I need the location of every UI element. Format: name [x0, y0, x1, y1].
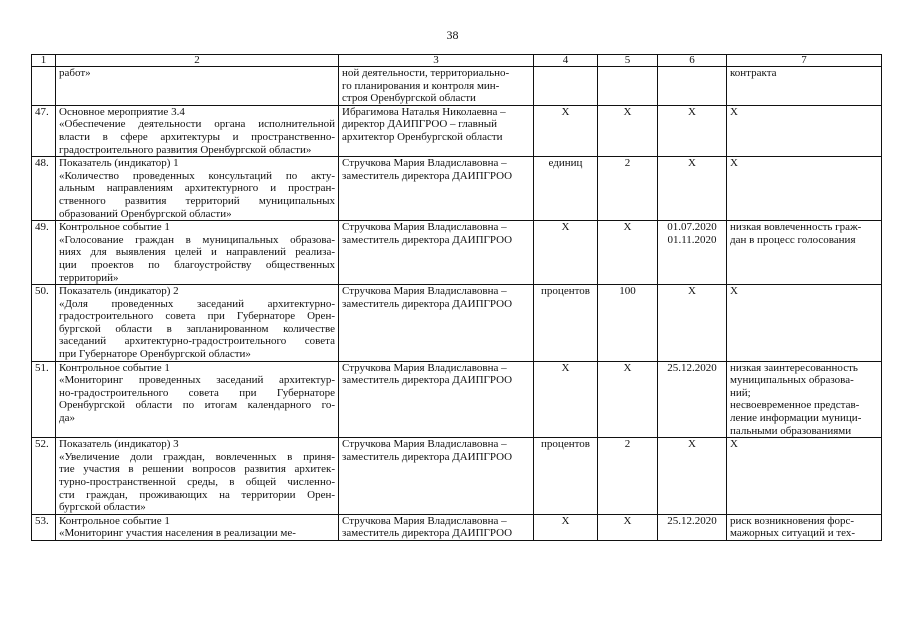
value-cell: Х — [598, 105, 658, 156]
risk-cell-line: Х — [730, 285, 738, 298]
risk-cell-line: ний; — [730, 386, 751, 399]
table-row — [32, 67, 882, 106]
header-cell-7: 7 — [727, 55, 882, 67]
activity-name-line: ниях для выявления целей и направлений реализа- — [59, 246, 335, 259]
responsible-person-line: заместитель директора ДАИПГРОО — [342, 527, 513, 540]
activity-name-line: Оренбургской области по итогам календарного го- — [59, 399, 335, 412]
date-value: 01.11.2020 — [667, 233, 717, 246]
header-cell-6: 6 — [658, 55, 727, 67]
activity-name-line: альным направлениям архитектурного и простран- — [59, 182, 335, 195]
activity-name-line: заседаний архитектурно-градостроительного совета — [59, 335, 335, 348]
date-cell — [658, 157, 727, 221]
activity-name-line: сти граждан, проживающих на территории Орен- — [59, 488, 335, 501]
responsible-person-line: Стручкова Мария Владиславовна – — [342, 438, 507, 451]
risk-cell-line: пальными образованиями — [730, 424, 852, 437]
page-number: 38 — [446, 28, 459, 42]
activity-name-line: градостроительного развития Оренбургской области» — [59, 143, 312, 156]
date-value: Х — [688, 157, 696, 170]
activity-name-line: ции проектов по благоустройству общественных — [59, 258, 335, 271]
unit-cell: процентов — [534, 438, 598, 515]
responsible-person-line: Стручкова Мария Владиславовна – — [342, 514, 507, 527]
table-row — [32, 285, 882, 362]
activity-name — [56, 157, 339, 221]
unit-cell: Х — [534, 221, 598, 285]
row-number: 49. — [32, 221, 56, 285]
header-cell-5: 5 — [598, 55, 658, 67]
date-cell — [658, 67, 727, 106]
responsible-person — [339, 438, 534, 515]
risk-cell-line: низкая вовлеченность граж- — [730, 221, 862, 234]
row-number — [32, 67, 56, 106]
responsible-person-line: Стручкова Мария Владиславовна – — [342, 361, 507, 374]
risk-cell — [727, 285, 882, 362]
responsible-person-line: заместитель директора ДАИПГРОО — [342, 169, 513, 182]
activity-name-line: «Мониторинг участия населения в реализации ме- — [59, 527, 296, 540]
activity-name — [56, 438, 339, 515]
activity-name-line: образований Оренбургской области» — [59, 207, 232, 220]
activity-name-line: «Обеспечение деятельности органа исполнительной — [59, 118, 335, 131]
row-number: 53. — [32, 514, 56, 540]
risk-cell — [727, 361, 882, 438]
responsible-person — [339, 285, 534, 362]
activity-name-line: тие участия в решении вопросов развития архитек- — [59, 463, 335, 476]
responsible-person-line: Стручкова Мария Владиславовна – — [342, 285, 507, 298]
value-cell: 100 — [598, 285, 658, 362]
date-cell — [658, 514, 727, 540]
unit-cell — [534, 67, 598, 106]
responsible-person — [339, 361, 534, 438]
date-cell — [658, 221, 727, 285]
risk-cell — [727, 438, 882, 515]
activity-name-line: турно-пространственной среды, в общей численно- — [59, 476, 335, 488]
risk-cell-line: Х — [730, 105, 738, 118]
risk-cell-line: низкая заинтересованность — [730, 361, 858, 374]
activity-name-line: при Губернаторе Оренбургской области» — [59, 348, 251, 361]
value-cell: Х — [598, 514, 658, 540]
unit-cell: единиц — [534, 157, 598, 221]
responsible-person-line: Ибрагимова Наталья Николаевна – — [342, 105, 506, 118]
activity-name-line: власти в сфере архитектуры и пространственно- — [59, 130, 335, 143]
activity-name-line: бургской области в запланированном количестве — [59, 322, 335, 335]
table-row — [32, 157, 882, 221]
activity-name-line: градостроительного совета при Губернаторе Орен- — [59, 310, 335, 323]
table-row — [32, 361, 882, 438]
date-cell — [658, 438, 727, 515]
responsible-person-line: ной деятельности, территориально- — [342, 67, 510, 79]
table-row — [32, 438, 882, 515]
date-cell — [658, 285, 727, 362]
table-row — [32, 514, 882, 540]
activity-name-line: Показатель (индикатор) 2 — [59, 285, 179, 298]
risk-cell-line: контракта — [730, 67, 777, 79]
activity-name-line: да» — [59, 412, 75, 425]
activity-name-line: «Доля проведенных заседаний архитектурно- — [59, 297, 335, 310]
value-cell: 2 — [598, 438, 658, 515]
risk-cell-line: риск возникновения форс- — [730, 514, 855, 527]
responsible-person-line: заместитель директора ДАИПГРОО — [342, 233, 513, 246]
header-cell-4: 4 — [534, 55, 598, 67]
responsible-person-line: строя Оренбургской области — [342, 92, 476, 105]
responsible-person — [339, 67, 534, 106]
activity-name — [56, 514, 339, 540]
header-cell-1: 1 — [32, 55, 56, 67]
responsible-person — [339, 221, 534, 285]
risk-cell — [727, 514, 882, 540]
table-row — [32, 105, 882, 156]
responsible-person-line: Стручкова Мария Владиславовна – — [342, 221, 507, 234]
risk-cell-line: мажорных ситуаций и тех- — [730, 527, 856, 540]
unit-cell: Х — [534, 514, 598, 540]
row-number: 50. — [32, 285, 56, 362]
activity-name-line: Показатель (индикатор) 1 — [59, 157, 179, 170]
row-number: 51. — [32, 361, 56, 438]
activity-name-line: Контрольное событие 1 — [59, 221, 170, 234]
document-table — [31, 54, 882, 541]
activity-name-line: «Голосование граждан в муниципальных образова- — [59, 233, 335, 246]
activity-name-line: территорий» — [59, 271, 119, 284]
responsible-person-line: директор ДАИПГРОО – главный — [342, 118, 497, 131]
activity-name — [56, 285, 339, 362]
unit-cell: Х — [534, 105, 598, 156]
responsible-person — [339, 514, 534, 540]
risk-cell — [727, 221, 882, 285]
value-cell: Х — [598, 221, 658, 285]
activity-name-line: но-градостроительного совета при Губернаторе — [59, 386, 335, 399]
responsible-person — [339, 105, 534, 156]
unit-cell: Х — [534, 361, 598, 438]
activity-name-line: «Количество проведенных консультаций по акту- — [59, 169, 335, 182]
activity-name — [56, 361, 339, 438]
activity-name-line: ственного развития территорий муниципальных — [59, 194, 335, 207]
risk-cell-line: Х — [730, 438, 738, 451]
risk-cell — [727, 67, 882, 106]
date-value: Х — [688, 105, 696, 118]
activity-name-line: Контрольное событие 1 — [59, 361, 170, 374]
activity-name-line: Показатель (индикатор) 3 — [59, 438, 179, 451]
row-number: 47. — [32, 105, 56, 156]
activity-name — [56, 105, 339, 156]
date-value: 25.12.2020 — [667, 361, 717, 374]
row-number: 48. — [32, 157, 56, 221]
responsible-person-line: го планирования и контроля мин- — [342, 79, 500, 92]
responsible-person-line: Стручкова Мария Владиславовна – — [342, 157, 507, 170]
risk-cell-line: муниципальных образова- — [730, 374, 854, 387]
activity-name-line: Основное мероприятие 3.4 — [59, 105, 185, 118]
header-cell-2: 2 — [56, 55, 339, 67]
responsible-person-line: заместитель директора ДАИПГРОО — [342, 297, 513, 310]
date-cell — [658, 105, 727, 156]
activity-name — [56, 67, 339, 106]
table-header-row — [32, 55, 882, 67]
responsible-person — [339, 157, 534, 221]
activity-name-line: «Увеличение доли граждан, вовлеченных в приня- — [59, 450, 335, 463]
activity-name-line: «Мониторинг проведенных заседаний архитектур- — [59, 374, 335, 387]
row-number: 52. — [32, 438, 56, 515]
risk-cell-line: ление информации муници- — [730, 412, 862, 425]
date-value: Х — [688, 438, 696, 451]
risk-cell-line: дан в процесс голосования — [730, 233, 856, 246]
responsible-person-line: заместитель директора ДАИПГРОО — [342, 450, 513, 463]
value-cell: Х — [598, 361, 658, 438]
activity-name-line: бургской области» — [59, 501, 146, 514]
activity-name — [56, 221, 339, 285]
value-cell — [598, 67, 658, 106]
header-cell-3: 3 — [339, 55, 534, 67]
risk-cell — [727, 105, 882, 156]
responsible-person-line: архитектор Оренбургской области — [342, 130, 503, 143]
date-cell — [658, 361, 727, 438]
responsible-person-line: заместитель директора ДАИПГРОО — [342, 374, 513, 387]
date-value: Х — [688, 285, 696, 298]
risk-cell-line: несвоевременное представ- — [730, 399, 860, 412]
value-cell: 2 — [598, 157, 658, 221]
activity-name-line: Контрольное событие 1 — [59, 514, 170, 527]
unit-cell: процентов — [534, 285, 598, 362]
date-value: 25.12.2020 — [667, 514, 717, 527]
date-value: 01.07.2020 — [667, 221, 717, 234]
risk-cell-line: Х — [730, 157, 738, 170]
table-row — [32, 221, 882, 285]
risk-cell — [727, 157, 882, 221]
activity-name-line: работ» — [59, 67, 91, 79]
